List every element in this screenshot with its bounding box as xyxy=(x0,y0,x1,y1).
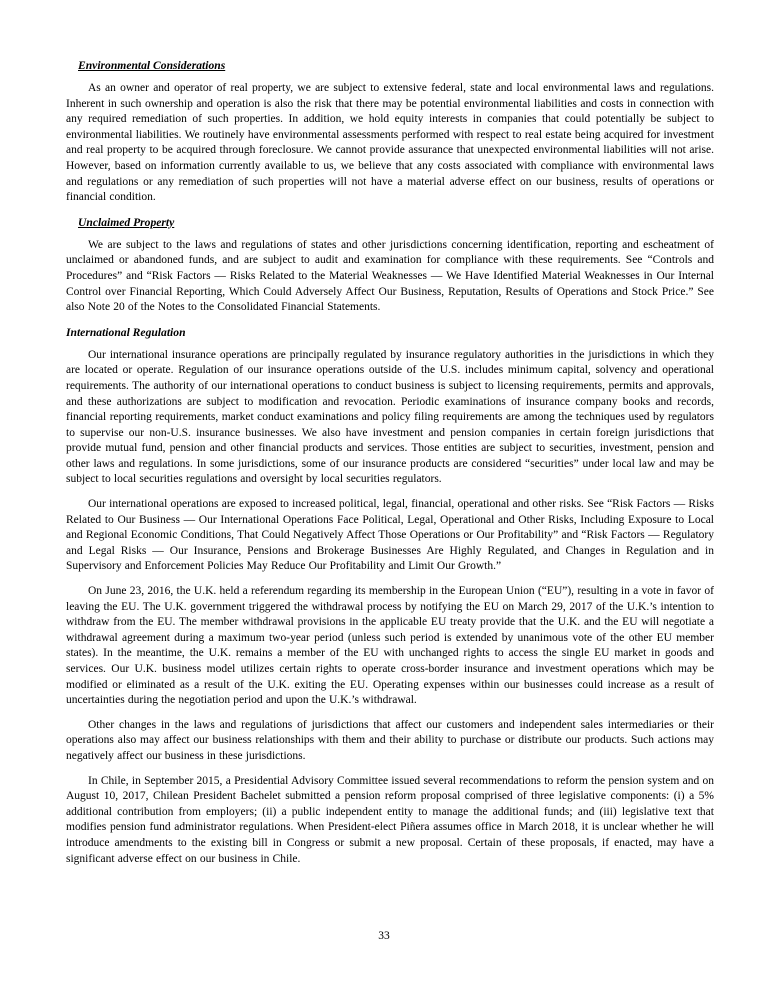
section-international-regulation xyxy=(66,325,714,867)
paragraph-international-5: In Chile, in September 2015, a Presidential Advisory Committee issued several recommendations to reform the pension system and on August 10, 2017, Chilean President Bachelet submitted a pension reform proposal comprised of three legislative components: (i) a 5% additional contribution from employers; (ii) a public independent entity to manage the additional funds; and (iii) legislative text that modifies pension fund administrator regulations. When President-elect Piñera assumes office in March 2018, it is unclear whether he will introduce amendments to the existing bill in Congress or submit a new proposal. Certain of these proposals, if enacted, may have a significant adverse effect on our business in Chile. xyxy=(66,774,714,865)
paragraph-international-4: Other changes in the laws and regulations of jurisdictions that affect our customers and independent sales intermediaries or their operations also may affect our business relationships with them and their ability to purchase or distribute our products. Such actions may negatively affect our business in these jurisdictions. xyxy=(66,718,714,762)
page-number: 33 xyxy=(378,930,390,942)
paragraph-international-3: On June 23, 2016, the U.K. held a referendum regarding its membership in the European Union (“EU”), resulting in a vote in favor of leaving the EU. The U.K. government triggered the withdrawal process by notifying the EU on March 29, 2017 of the U.K.’s intention to withdraw from the EU. The member withdrawal provisions in the applicable EU treaty provide that the U.K. and the EU will negotiate a withdrawal agreement during a maximum two-year period (unless such period is extended by unanimous vote of the other EU member states). In the meantime, the U.K. remains a member of the EU with unchanged rights to access the single EU market in goods and services. Our U.K. business model utilizes certain rights to operate cross-border insurance and investment operations which may be modified or eliminated as a result of the U.K. exiting the EU. Operating expenses within our businesses could increase as a result of uncertainties during the negotiation period and upon the U.K.’s withdrawal. xyxy=(66,585,714,707)
paragraph-unclaimed-1: We are subject to the laws and regulations of states and other jurisdictions concerning identification, reporting and escheatment of unclaimed or abandoned funds, and are subject to audit and examination for compliance with these requirements. See “Controls and Procedures” and “Risk Factors — Risks Related to the Material Weaknesses — We Have Identified Material Weaknesses in Our Internal Control over Financial Reporting, Which Could Adversely Affect Our Business, Reputation, Results of Operations and Stock Price.” See also Note 20 of the Notes to the Consolidated Financial Statements. xyxy=(66,238,714,314)
paragraph-international-2: Our international operations are exposed to increased political, legal, financial, operational and other risks. See “Risk Factors — Risks Related to Our Business — Our International Operations Face Political, Legal, Operational and Other Risks, Including Exposure to Local and Regional Economic Conditions, That Could Negatively Affect Those Operations or Our Profitability” and “Risk Factors — Regulatory and Legal Risks — Our Insurance, Pensions and Brokerage Businesses Are Highly Regulated, and Changes in Regulation and in Supervisory and Enforcement Policies May Reduce Our Profitability and Limit Our Growth.” xyxy=(66,498,714,573)
section-environmental-considerations xyxy=(66,58,714,206)
paragraph-environmental-1: As an owner and operator of real property, we are subject to extensive federal, state and local environmental laws and regulations. Inherent in such ownership and operation is also the risk that there may be potential environmental liabilities and costs in connection with any required remediation of such properties. In addition, we hold equity interests in companies that could potentially be subject to environmental liabilities. We routinely have environmental assessments performed with respect to real estate being acquired for investment and real property to be acquired through foreclosure. We cannot provide assurance that unexpected environmental liabilities will not arise. However, based on information currently available to us, we believe that any costs associated with compliance with environmental laws and regulations or any remediation of such properties will not have a material adverse effect on our business, results of operations or financial condition. xyxy=(66,82,714,204)
section-heading-international-regulation: International Regulation xyxy=(66,325,186,339)
section-unclaimed-property xyxy=(66,215,714,316)
paragraph-international-1: Our international insurance operations are principally regulated by insurance regulatory authorities in the jurisdictions in which they are located or operate. Regulation of our insurance operations outside of the U.S. includes minimum capital, solvency and operational requirements. The authority of our international operations to conduct business is subject to licensing requirements, permits and approvals, and these authorizations are subject to modification and revocation. Periodic examinations of insurance company books and records, financial reporting requirements, market conduct examinations and policy filing requirements are among the techniques used by regulators to supervise our non-U.S. insurance businesses. We also have investment and pension companies in certain foreign jurisdictions that provide mutual fund, pension and other financial products and services. Those entities are subject to securities, investment, pension and other laws and regulations. In some jurisdictions, some of our insurance products are considered “securities” under local law and may be subject to local securities regulations and oversight by local securities regulators. xyxy=(66,348,714,486)
section-heading-environmental-considerations: Environmental Considerations xyxy=(78,59,226,72)
section-heading-unclaimed-property: Unclaimed Property xyxy=(78,215,175,229)
